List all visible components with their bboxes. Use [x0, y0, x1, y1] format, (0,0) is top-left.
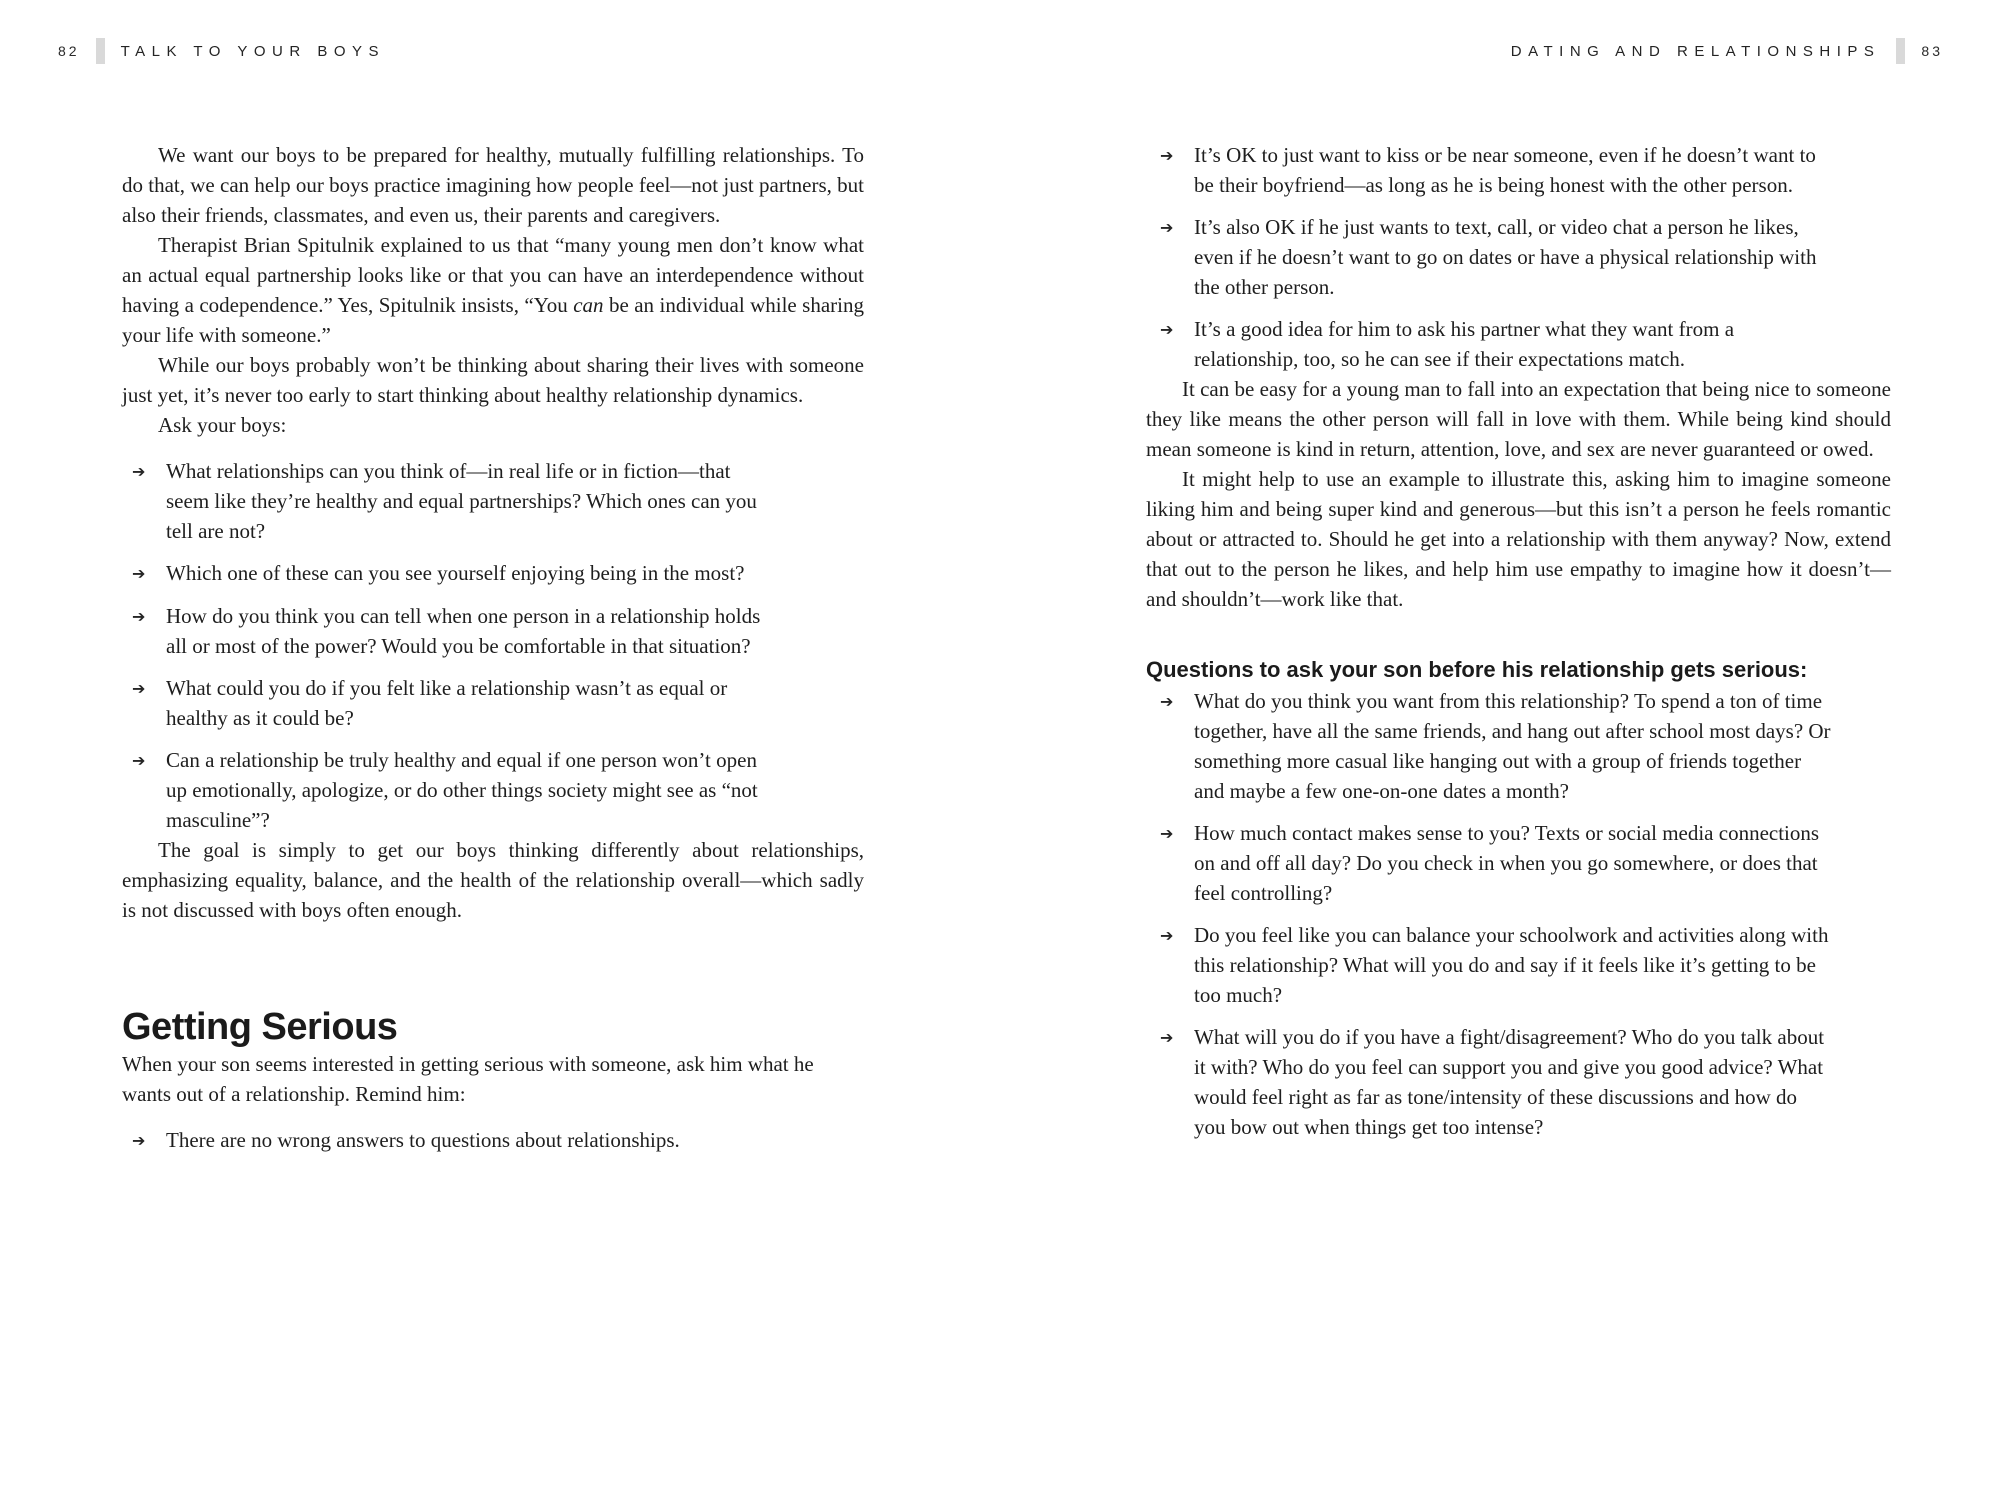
arrow-bullet-icon: ➔ — [1160, 692, 1174, 711]
paragraph-example: It might help to use an example to illustrate this, asking him to imagine someone liking him and being super kind and generous—but this isn’t a person he feels romantic about or attracted to. Should he get into a relationship with them anyway? Now, extend that out to the person he likes, and help him use empathy to imagine how it doesn’t—and shouldn’t—work like that. — [1146, 467, 1891, 611]
list-item — [132, 601, 778, 661]
paragraph-therapist-emphasis: can — [573, 293, 604, 317]
list-item-text: How much contact makes sense to you? Texts or social media connections on and off all day? Do you check in when you go somewhere, or does that feel controlling? — [1194, 821, 1820, 905]
section-heading-getting-serious: Getting Serious — [122, 1006, 398, 1048]
list-item — [132, 1125, 778, 1156]
running-header-left — [58, 38, 385, 64]
list-item — [1160, 1022, 1831, 1142]
getting-serious-list — [122, 1125, 864, 1156]
list-item-text: Which one of these can you see yourself enjoying being in the most? — [166, 561, 745, 585]
arrow-bullet-icon: ➔ — [132, 564, 146, 583]
list-item-text: What do you think you want from this relationship? To spend a ton of time together, have all the same friends, and hang out after school most days? Or something more casual like hanging out with a group of friends together and maybe a few one-on-one dates a month? — [1194, 689, 1831, 803]
paragraph-therapist — [122, 230, 864, 350]
header-divider-bar-left — [96, 38, 105, 64]
its-ok-list — [1146, 140, 1891, 374]
list-item-text: It’s a good idea for him to ask his partner what they want from a relationship, too, so he can see if their expectations match. — [1194, 317, 1735, 371]
page-right-content — [1146, 140, 1891, 1142]
list-item-text: What will you do if you have a fight/disagreement? Who do you talk about it with? Who do you feel can support you and give you good advice? What would feel right as far as tone/intensity of these discussions and how do you bow out when things get too intense? — [1194, 1025, 1825, 1139]
list-item — [1160, 818, 1831, 908]
questions-list — [1146, 686, 1891, 1142]
paragraph-dynamics: While our boys probably won’t be thinking about sharing their lives with someone just yet, it’s never too early to start thinking about healthy relationship dynamics. — [122, 353, 864, 407]
arrow-bullet-icon: ➔ — [1160, 926, 1174, 945]
arrow-bullet-icon: ➔ — [132, 462, 146, 481]
questions-heading: Questions to ask your son before his relationship gets serious: — [1146, 657, 1808, 682]
paragraph-prepared: We want our boys to be prepared for healthy, mutually fulfilling relationships. To do that, we can help our boys practice imagining how people feel—not just partners, but also their friends, classmates, and even us, their parents and caregivers. — [122, 143, 864, 227]
list-item — [132, 673, 778, 733]
running-header-right — [1511, 38, 1943, 64]
list-item-text: How do you think you can tell when one person in a relationship holds all or most of the power? Would you be comfortable in that situation? — [166, 604, 761, 658]
list-item-text: Can a relationship be truly healthy and equal if one person won’t open up emotionally, apologize, or do other things society might see as “not masculine”? — [166, 748, 758, 832]
paragraph-getting-serious-intro: When your son seems interested in getting serious with someone, ask him what he wants out of a relationship. Remind him: — [122, 1052, 814, 1106]
arrow-bullet-icon: ➔ — [132, 751, 146, 770]
list-item — [132, 456, 778, 546]
header-divider-bar-right — [1896, 38, 1905, 64]
ask-your-boys-list — [122, 456, 864, 835]
arrow-bullet-icon: ➔ — [132, 1131, 146, 1150]
arrow-bullet-icon: ➔ — [1160, 320, 1174, 339]
list-item — [1160, 920, 1831, 1010]
list-item — [1160, 686, 1831, 806]
list-item — [1160, 140, 1831, 200]
arrow-bullet-icon: ➔ — [1160, 824, 1174, 843]
list-item — [132, 745, 778, 835]
page-number-left: 82 — [58, 43, 80, 59]
list-item — [1160, 314, 1831, 374]
list-item-text: What could you do if you felt like a relationship wasn’t as equal or healthy as it could be? — [166, 676, 728, 730]
list-item — [132, 558, 778, 589]
list-item-text: It’s OK to just want to kiss or be near someone, even if he doesn’t want to be their boyfriend—as long as he is being honest with the other person. — [1194, 143, 1816, 197]
list-item-text: It’s also OK if he just wants to text, call, or video chat a person he likes, even if he doesn’t want to go on dates or have a physical relationship with the other person. — [1194, 215, 1817, 299]
paragraph-goal: The goal is simply to get our boys thinking differently about relationships, emphasizing equality, balance, and the health of the relationship overall—which sadly is not discussed with boys often enough. — [122, 838, 864, 922]
list-item — [1160, 212, 1831, 302]
ask-your-boys-prompt: Ask your boys: — [158, 413, 287, 437]
paragraph-therapist-pre: Therapist Brian Spitulnik explained to us that “many young men don’t know what an actual equal partnership looks like or that you can have an interdependence without having a codependence.” Yes, Spitulnik insists, “You — [122, 233, 864, 317]
list-item-text: There are no wrong answers to questions about relationships. — [166, 1128, 680, 1152]
page-left-content — [122, 140, 864, 1156]
arrow-bullet-icon: ➔ — [1160, 1028, 1174, 1047]
page-number-right: 83 — [1921, 43, 1943, 59]
arrow-bullet-icon: ➔ — [1160, 146, 1174, 165]
arrow-bullet-icon: ➔ — [1160, 218, 1174, 237]
list-item-text: Do you feel like you can balance your schoolwork and activities along with this relationship? What will you do and say if it feels like it’s getting to be too much? — [1194, 923, 1829, 1007]
arrow-bullet-icon: ➔ — [132, 607, 146, 626]
list-item-text: What relationships can you think of—in real life or in fiction—that seem like they’re healthy and equal partnerships? Which ones can you tell are not? — [166, 459, 757, 543]
running-title-left: TALK TO YOUR BOYS — [120, 42, 386, 60]
arrow-bullet-icon: ➔ — [132, 679, 146, 698]
paragraph-therapist-post: be an individual while sharing your life with someone.” — [122, 293, 864, 347]
paragraph-expectation: It can be easy for a young man to fall into an expectation that being nice to someone they like means the other person will fall in love with them. While being kind should mean someone is kind in return, attention, love, and sex are never guaranteed or owed. — [1146, 377, 1891, 461]
running-title-right: DATING AND RELATIONSHIPS — [1510, 42, 1881, 60]
